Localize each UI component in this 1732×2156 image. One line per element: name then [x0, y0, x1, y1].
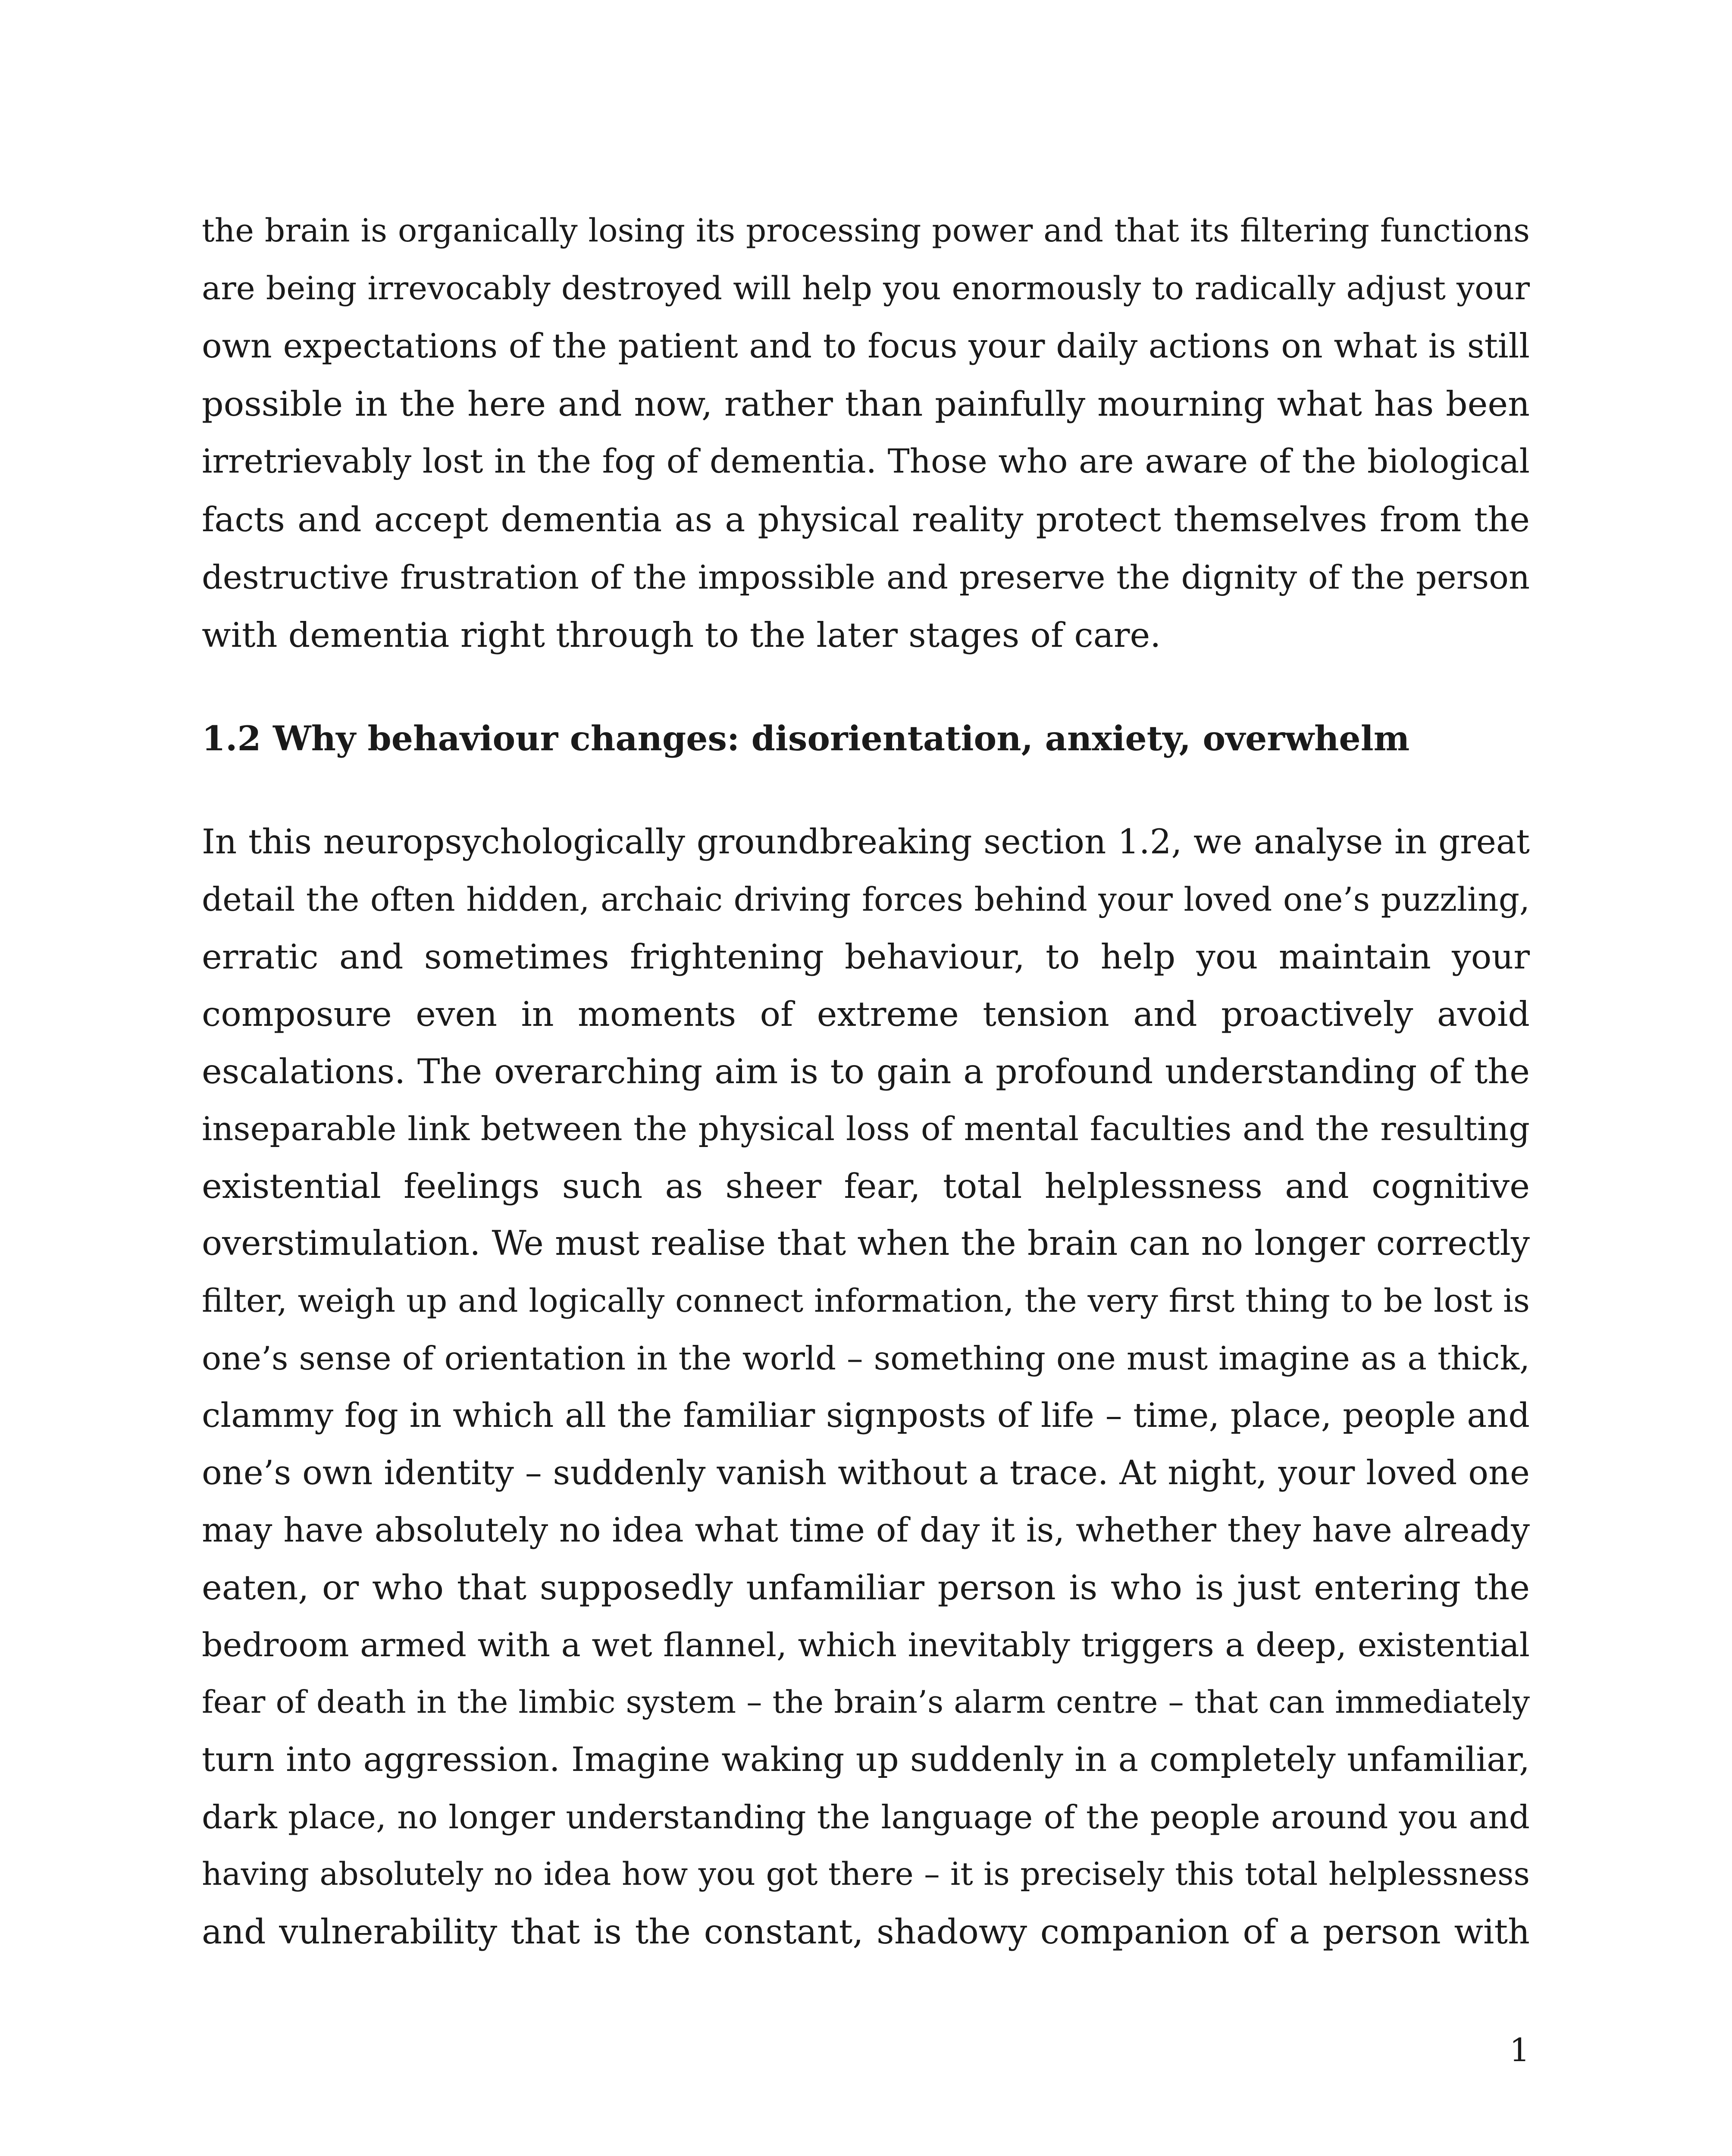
page-number: 1 [1509, 2032, 1530, 2069]
paragraph-1-line: own expectations of the patient and to focus your daily actions on what is still [202, 327, 1530, 366]
paragraph-2-line: composure even in moments of extreme tension and proactively avoid [202, 994, 1530, 1034]
paragraph-2-line: overstimulation. We must realise that when the brain can no longer correctly [202, 1224, 1530, 1263]
paragraph-1-line: are being irrevocably destroyed will help you enormously to radically adjust your [202, 270, 1530, 307]
paragraph-2-line: escalations. The overarching aim is to gain a profound understanding of the [202, 1052, 1530, 1091]
paragraph-2-line: bedroom armed with a wet flannel, which inevitably triggers a deep, existential [202, 1626, 1530, 1664]
paragraph-2-line: erratic and sometimes frightening behaviour, to help you maintain your [202, 937, 1530, 977]
paragraph-2-line: In this neuropsychologically groundbreaking section 1.2, we analyse in great [202, 822, 1530, 862]
paragraph-2-line: dark place, no longer understanding the language of the people around you and [202, 1798, 1530, 1836]
paragraph-2-line: may have absolutely no idea what time of day it is, whether they have already [202, 1511, 1530, 1550]
paragraph-2-line: inseparable link between the physical loss of mental faculties and the resulting [202, 1109, 1530, 1148]
paragraph-2-line: detail the often hidden, archaic driving forces behind your loved one’s puzzling, [202, 881, 1530, 918]
paragraph-2-line: having absolutely no idea how you got there – it is precisely this total helplessness [202, 1856, 1530, 1893]
paragraph-1-line: possible in the here and now, rather than painfully mourning what has been [202, 384, 1530, 424]
paragraph-2-line: and vulnerability that is the constant, shadowy companion of a person with [202, 1912, 1530, 1952]
paragraph-2-line: clammy fog in which all the familiar signposts of life – time, place, people and [202, 1396, 1530, 1435]
paragraph-2-line: existential feelings such as sheer fear, total helplessness and cognitive [202, 1166, 1530, 1206]
section-heading: 1.2 Why behaviour changes: disorientation, anxiety, overwhelm [202, 718, 1410, 758]
paragraph-2-line: one’s own identity – suddenly vanish without a trace. At night, your loved one [202, 1454, 1530, 1492]
paragraph-1-line: destructive frustration of the impossible and preserve the dignity of the person [202, 558, 1530, 596]
paragraph-1-line: facts and accept dementia as a physical reality protect themselves from the [202, 500, 1530, 539]
paragraph-1-line: with dementia right through to the later stages of care. [202, 615, 1161, 655]
paragraph-2-line: turn into aggression. Imagine waking up suddenly in a completely unfamiliar, [202, 1740, 1530, 1779]
paragraph-2-line: eaten, or who that supposedly unfamiliar person is who is just entering the [202, 1568, 1530, 1608]
paragraph-2-line: fear of death in the limbic system – the brain’s alarm centre – that can immediately [202, 1684, 1530, 1720]
paragraph-2-line: filter, weigh up and logically connect information, the very first thing to be lost is [202, 1282, 1530, 1319]
paragraph-1-line: the brain is organically losing its processing power and that its filtering functions [202, 212, 1530, 249]
paragraph-1-line: irretrievably lost in the fog of dementia. Those who are aware of the biological [202, 442, 1530, 481]
paragraph-2-line: one’s sense of orientation in the world – something one must imagine as a thick, [202, 1339, 1530, 1377]
